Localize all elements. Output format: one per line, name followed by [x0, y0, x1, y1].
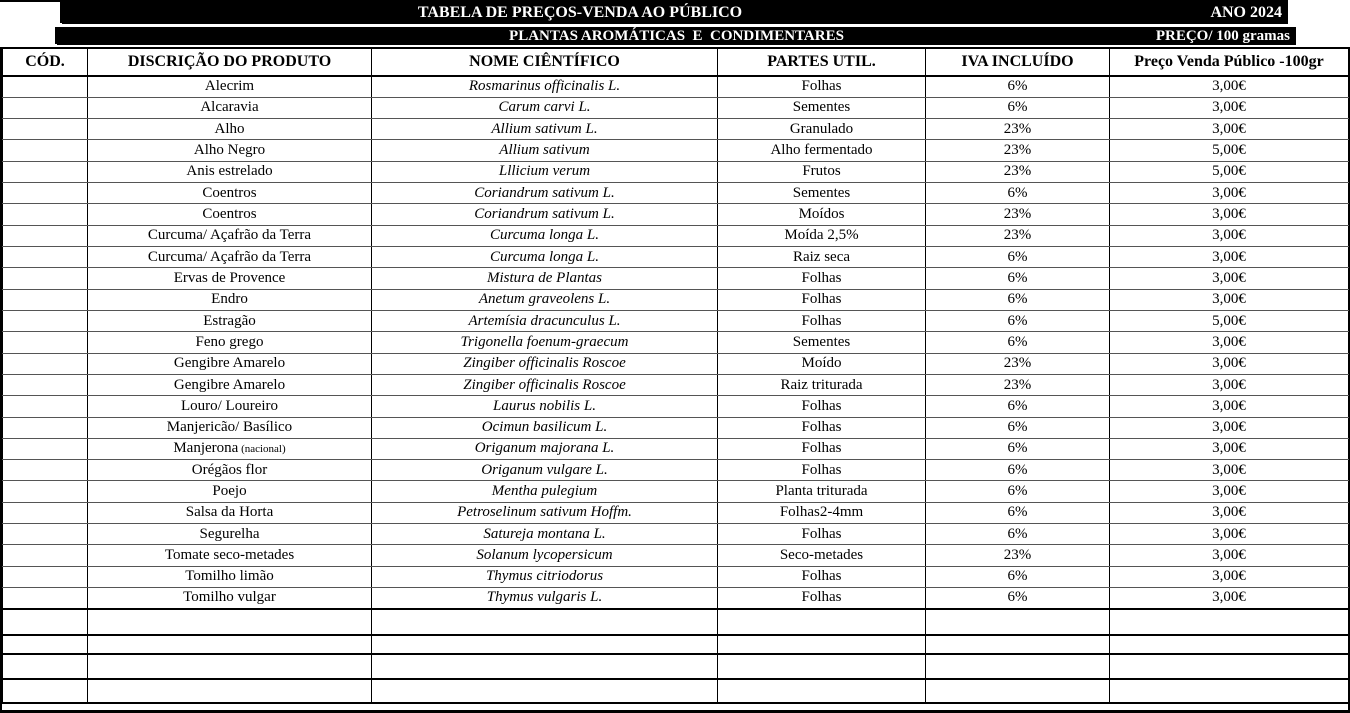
table-row [3, 76, 1349, 97]
cell-parts-used: Granulado [718, 119, 926, 140]
cell-price: 3,00€ [1110, 247, 1349, 268]
empty-cell [926, 679, 1110, 703]
cell-parts-used: Folhas [718, 310, 926, 331]
cell-price: 3,00€ [1110, 353, 1349, 374]
cell-product: Coentros [88, 204, 372, 225]
cell-price: 3,00€ [1110, 524, 1349, 545]
cell-vat: 6% [926, 97, 1110, 118]
cell-cod [3, 310, 88, 331]
cell-vat: 6% [926, 481, 1110, 502]
cell-scientific-name: Mentha pulegium [372, 481, 718, 502]
table-row [3, 310, 1349, 331]
empty-cell [926, 635, 1110, 654]
cell-vat: 6% [926, 417, 1110, 438]
empty-cell [926, 654, 1110, 679]
cell-price: 3,00€ [1110, 460, 1349, 481]
table-row [3, 119, 1349, 140]
cell-scientific-name: Zingiber officinalis Roscoe [372, 353, 718, 374]
cell-scientific-name: Mistura de Plantas [372, 268, 718, 289]
cell-vat: 23% [926, 374, 1110, 395]
cell-cod [3, 119, 88, 140]
empty-corner-cell-2 [0, 27, 57, 44]
empty-table-row [3, 654, 1349, 679]
empty-cell [3, 679, 88, 703]
cell-scientific-name: Satureja montana L. [372, 524, 718, 545]
cell-cod [3, 332, 88, 353]
cell-price: 3,00€ [1110, 204, 1349, 225]
empty-cell [372, 654, 718, 679]
cell-product: Curcuma/ Açafrão da Terra [88, 247, 372, 268]
cell-cod [3, 417, 88, 438]
cell-product: Coentros [88, 183, 372, 204]
table-row [3, 566, 1349, 587]
cell-product: Endro [88, 289, 372, 310]
table-row [3, 374, 1349, 395]
empty-cell [88, 654, 372, 679]
cell-cod [3, 460, 88, 481]
cell-cod [3, 204, 88, 225]
table-row [3, 225, 1349, 246]
table-row [3, 417, 1349, 438]
cell-product: Salsa da Horta [88, 502, 372, 523]
table-row [3, 332, 1349, 353]
cell-price: 3,00€ [1110, 97, 1349, 118]
cell-scientific-name: Allium sativum L. [372, 119, 718, 140]
cell-cod [3, 76, 88, 97]
cell-parts-used: Sementes [718, 183, 926, 204]
cell-price: 5,00€ [1110, 140, 1349, 161]
cell-price: 3,00€ [1110, 417, 1349, 438]
cell-vat: 6% [926, 524, 1110, 545]
cell-cod [3, 183, 88, 204]
cell-price: 3,00€ [1110, 481, 1349, 502]
cell-cod [3, 566, 88, 587]
cell-price: 3,00€ [1110, 396, 1349, 417]
cell-vat: 23% [926, 225, 1110, 246]
empty-table-row [3, 679, 1349, 703]
table-row [3, 524, 1349, 545]
cell-cod [3, 545, 88, 566]
cell-product: Segurelha [88, 524, 372, 545]
cell-price: 3,00€ [1110, 502, 1349, 523]
cell-price: 3,00€ [1110, 268, 1349, 289]
cell-product: Manjerona (nacional) [88, 438, 372, 459]
cell-scientific-name: Rosmarinus officinalis L. [372, 76, 718, 97]
column-header-cod: CÓD. [3, 49, 88, 76]
cell-price: 3,00€ [1110, 183, 1349, 204]
cell-cod [3, 225, 88, 246]
cell-price: 5,00€ [1110, 310, 1349, 331]
cell-cod [3, 438, 88, 459]
cell-product: Orégãos flor [88, 460, 372, 481]
price-unit-label: PREÇO/ 100 gramas [1146, 27, 1290, 45]
empty-corner-cell-1 [0, 2, 62, 23]
cell-cod [3, 289, 88, 310]
cell-scientific-name: Anetum graveolens L. [372, 289, 718, 310]
cell-vat: 23% [926, 140, 1110, 161]
table-row [3, 353, 1349, 374]
empty-cell [3, 654, 88, 679]
empty-cell [1110, 609, 1349, 635]
cell-vat: 6% [926, 438, 1110, 459]
header-row [3, 49, 1349, 76]
cell-parts-used: Folhas [718, 76, 926, 97]
cell-product: Estragão [88, 310, 372, 331]
table-row [3, 161, 1349, 182]
empty-cell [718, 679, 926, 703]
cell-parts-used: Moído [718, 353, 926, 374]
cell-price: 3,00€ [1110, 566, 1349, 587]
cell-product: Curcuma/ Açafrão da Terra [88, 225, 372, 246]
cell-parts-used: Folhas [718, 396, 926, 417]
empty-cell [372, 679, 718, 703]
cell-parts-used: Folhas [718, 524, 926, 545]
cell-parts-used: Frutos [718, 161, 926, 182]
cell-scientific-name: Thymus vulgaris L. [372, 588, 718, 609]
cell-cod [3, 374, 88, 395]
cell-product: Anis estrelado [88, 161, 372, 182]
cell-product: Louro/ Loureiro [88, 396, 372, 417]
table-row [3, 247, 1349, 268]
column-header-product: DISCRIÇÃO DO PRODUTO [88, 49, 372, 76]
column-header-scientific-name: NOME CIÊNTÍFICO [372, 49, 718, 76]
subtitle-banner [57, 27, 1296, 45]
cell-parts-used: Folhas [718, 460, 926, 481]
table-row [3, 460, 1349, 481]
table-row [3, 140, 1349, 161]
cell-price: 3,00€ [1110, 332, 1349, 353]
cell-vat: 6% [926, 76, 1110, 97]
cell-scientific-name: Lllicium verum [372, 161, 718, 182]
cell-cod [3, 481, 88, 502]
cell-cod [3, 588, 88, 609]
empty-cell [718, 609, 926, 635]
cell-scientific-name: Artemísia dracunculus L. [372, 310, 718, 331]
document-title: TABELA DE PREÇOS-VENDA AO PÚBLICO [417, 4, 743, 21]
cell-parts-used: Moída 2,5% [718, 225, 926, 246]
table-row [3, 481, 1349, 502]
cell-price: 3,00€ [1110, 438, 1349, 459]
cell-product: Tomate seco-metades [88, 545, 372, 566]
cell-product: Ervas de Provence [88, 268, 372, 289]
cell-vat: 6% [926, 396, 1110, 417]
cell-vat: 23% [926, 161, 1110, 182]
cell-cod [3, 524, 88, 545]
cell-price: 3,00€ [1110, 119, 1349, 140]
cell-parts-used: Moídos [718, 204, 926, 225]
table-row [3, 204, 1349, 225]
table-row [3, 289, 1349, 310]
cell-product: Manjericão/ Basílico [88, 417, 372, 438]
cell-vat: 6% [926, 588, 1110, 609]
cell-scientific-name: Thymus citriodorus [372, 566, 718, 587]
cell-vat: 23% [926, 119, 1110, 140]
cell-scientific-name: Trigonella foenum-graecum [372, 332, 718, 353]
cell-parts-used: Seco-metades [718, 545, 926, 566]
empty-cell [88, 635, 372, 654]
cell-parts-used: Folhas [718, 566, 926, 587]
cell-vat: 6% [926, 289, 1110, 310]
cell-price: 5,00€ [1110, 161, 1349, 182]
cell-scientific-name: Allium sativum [372, 140, 718, 161]
cell-cod [3, 97, 88, 118]
cell-product: Alcaravia [88, 97, 372, 118]
table-row [3, 545, 1349, 566]
cell-vat: 23% [926, 204, 1110, 225]
cell-vat: 6% [926, 268, 1110, 289]
empty-cell [88, 609, 372, 635]
cell-cod [3, 268, 88, 289]
table-header [3, 49, 1349, 76]
cell-product: Alecrim [88, 76, 372, 97]
cell-vat: 6% [926, 247, 1110, 268]
empty-cell [718, 635, 926, 654]
cell-price: 3,00€ [1110, 225, 1349, 246]
empty-cell [1110, 654, 1349, 679]
cell-vat: 6% [926, 310, 1110, 331]
cell-product: Tomilho limão [88, 566, 372, 587]
empty-cell [3, 635, 88, 654]
cell-scientific-name: Laurus nobilis L. [372, 396, 718, 417]
cell-parts-used: Folhas [718, 268, 926, 289]
cell-parts-used: Sementes [718, 332, 926, 353]
cell-parts-used: Planta triturada [718, 481, 926, 502]
cell-price: 3,00€ [1110, 374, 1349, 395]
cell-parts-used: Folhas [718, 289, 926, 310]
cell-product: Feno grego [88, 332, 372, 353]
empty-cell [1110, 635, 1349, 654]
cell-price: 3,00€ [1110, 545, 1349, 566]
cell-product: Gengibre Amarelo [88, 353, 372, 374]
table-row [3, 97, 1349, 118]
cell-scientific-name: Coriandrum sativum L. [372, 204, 718, 225]
empty-table-row [3, 635, 1349, 654]
cell-scientific-name: Curcuma longa L. [372, 247, 718, 268]
cell-scientific-name: Solanum lycopersicum [372, 545, 718, 566]
table-row [3, 502, 1349, 523]
cell-product: Poejo [88, 481, 372, 502]
empty-table-row [3, 609, 1349, 635]
empty-cell [926, 609, 1110, 635]
table-row [3, 588, 1349, 609]
cell-cod [3, 140, 88, 161]
table-row [3, 268, 1349, 289]
empty-cell [1110, 679, 1349, 703]
empty-cell [718, 654, 926, 679]
product-note: (nacional) [238, 443, 286, 456]
cell-vat: 6% [926, 566, 1110, 587]
cell-scientific-name: Zingiber officinalis Roscoe [372, 374, 718, 395]
cell-scientific-name: Petroselinum sativum Hoffm. [372, 502, 718, 523]
empty-cell [3, 609, 88, 635]
column-header-public-price: Preço Venda Público -100gr [1110, 49, 1349, 76]
cell-parts-used: Folhas [718, 438, 926, 459]
column-header-parts-used: PARTES UTIL. [718, 49, 926, 76]
cell-vat: 6% [926, 502, 1110, 523]
empty-cell [372, 609, 718, 635]
table-row [3, 396, 1349, 417]
price-table-grid [2, 49, 1349, 704]
cell-vat: 6% [926, 332, 1110, 353]
cell-scientific-name: Origanum majorana L. [372, 438, 718, 459]
empty-cell [372, 635, 718, 654]
cell-scientific-name: Carum carvi L. [372, 97, 718, 118]
cell-product: Alho Negro [88, 140, 372, 161]
cell-parts-used: Alho fermentado [718, 140, 926, 161]
table-row [3, 438, 1349, 459]
cell-cod [3, 247, 88, 268]
cell-cod [3, 161, 88, 182]
price-table [0, 47, 1350, 713]
cell-vat: 6% [926, 460, 1110, 481]
cell-vat: 23% [926, 545, 1110, 566]
table-row [3, 183, 1349, 204]
cell-vat: 23% [926, 353, 1110, 374]
year-label: ANO 2024 [1210, 4, 1282, 21]
cell-product: Tomilho vulgar [88, 588, 372, 609]
title-banner [62, 2, 1288, 24]
cell-price: 3,00€ [1110, 289, 1349, 310]
cell-cod [3, 353, 88, 374]
cell-scientific-name: Origanum vulgare L. [372, 460, 718, 481]
cell-price: 3,00€ [1110, 76, 1349, 97]
cell-cod [3, 396, 88, 417]
cell-price: 3,00€ [1110, 588, 1349, 609]
cell-scientific-name: Ocimun basilicum L. [372, 417, 718, 438]
cell-cod [3, 502, 88, 523]
table-body [3, 76, 1349, 703]
cell-parts-used: Folhas [718, 588, 926, 609]
cell-scientific-name: Curcuma longa L. [372, 225, 718, 246]
cell-vat: 6% [926, 183, 1110, 204]
cell-parts-used: Folhas2-4mm [718, 502, 926, 523]
cell-parts-used: Sementes [718, 97, 926, 118]
cell-product: Alho [88, 119, 372, 140]
cell-parts-used: Raiz triturada [718, 374, 926, 395]
cell-product: Gengibre Amarelo [88, 374, 372, 395]
column-header-vat: IVA INCLUÍDO [926, 49, 1110, 76]
document-subtitle: PLANTAS AROMÁTICAS E CONDIMENTARES [509, 28, 844, 44]
cell-scientific-name: Coriandrum sativum L. [372, 183, 718, 204]
cell-parts-used: Folhas [718, 417, 926, 438]
empty-cell [88, 679, 372, 703]
cell-parts-used: Raiz seca [718, 247, 926, 268]
